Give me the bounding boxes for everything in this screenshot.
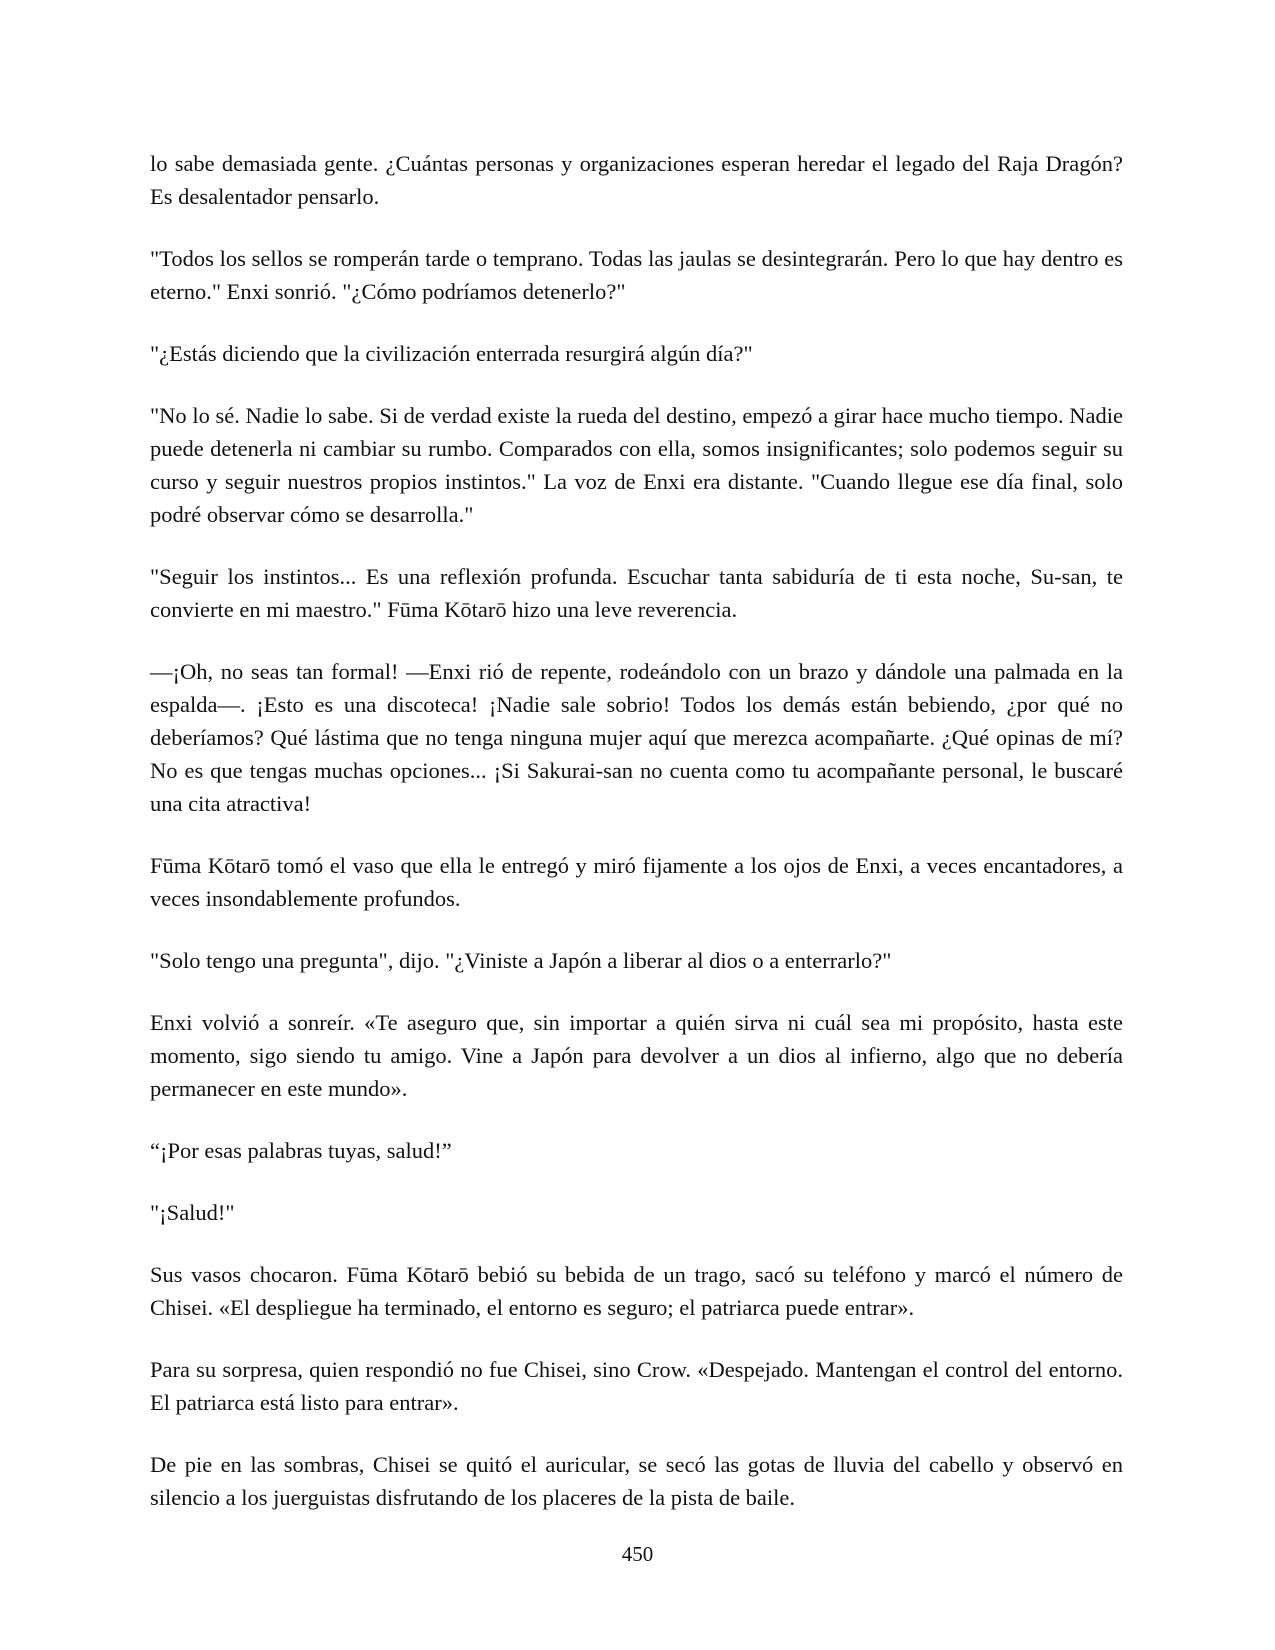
- paragraph-1: lo sabe demasiada gente. ¿Cuántas personas y organizaciones esperan heredar el legado del Raja Dragón? Es desalentador pensarlo.: [150, 151, 1123, 209]
- paragraph-2: "Todos los sellos se romperán tarde o temprano. Todas las jaulas se desintegrarán. Pero lo que hay dentro es eterno." Enxi sonrió. "¿Cómo podríamos detenerlo?": [150, 246, 1123, 304]
- paragraph-10: “¡Por esas palabras tuyas, salud!”: [150, 1138, 452, 1163]
- paragraph-11: "¡Salud!": [150, 1200, 235, 1225]
- paragraph-7: Fūma Kōtarō tomó el vaso que ella le entregó y miró fijamente a los ojos de Enxi, a veces encantadores, a veces insondablemente profundos.: [150, 853, 1123, 911]
- paragraph-13: Para su sorpresa, quien respondió no fue Chisei, sino Crow. «Despejado. Mantengan el control del entorno. El patriarca está listo para entrar».: [150, 1357, 1123, 1415]
- paragraph-3: "¿Estás diciendo que la civilización enterrada resurgirá algún día?": [150, 341, 753, 366]
- paragraph-12: Sus vasos chocaron. Fūma Kōtarō bebió su bebida de un trago, sacó su teléfono y marcó el número de Chisei. «El despliegue ha terminado, el entorno es seguro; el patriarca puede entrar».: [150, 1262, 1123, 1320]
- paragraph-14: De pie en las sombras, Chisei se quitó el auricular, se secó las gotas de lluvia del cabello y observó en silencio a los juerguistas disfrutando de los placeres de la pista de baile.: [150, 1452, 1123, 1510]
- paragraph-6: —¡Oh, no seas tan formal! —Enxi rió de repente, rodeándolo con un brazo y dándole una palmada en la espalda—. ¡Esto es una discoteca! ¡Nadie sale sobrio! Todos los demás están bebiendo, ¿por qué no deberíamos? Qué lástima que no tenga ninguna mujer aquí que merezca acompañarte. ¿Qué opinas de mí? No es que tengas muchas opciones... ¡Si Sakurai-san no cuenta como tu acompañante personal, le buscaré una cita atractiva!: [150, 659, 1123, 816]
- page-body: [150, 147, 1123, 1543]
- paragraph-5: "Seguir los instintos... Es una reflexión profunda. Escuchar tanta sabiduría de ti esta noche, Su-san, te convierte en mi maestro." Fūma Kōtarō hizo una leve reverencia.: [150, 564, 1123, 622]
- paragraph-8: "Solo tengo una pregunta", dijo. "¿Viniste a Japón a liberar al dios o a enterrarlo?": [150, 948, 892, 973]
- page-number: 450: [621, 1542, 654, 1566]
- paragraph-4: "No lo sé. Nadie lo sabe. Si de verdad existe la rueda del destino, empezó a girar hace mucho tiempo. Nadie puede detenerla ni cambiar su rumbo. Comparados con ella, somos insignificantes; solo podemos seguir su curso y seguir nuestros propios instintos." La voz de Enxi era distante. "Cuando llegue ese día final, solo podré observar cómo se desarrolla.": [150, 403, 1123, 527]
- paragraph-9: Enxi volvió a sonreír. «Te aseguro que, sin importar a quién sirva ni cuál sea mi propósito, hasta este momento, sigo siendo tu amigo. Vine a Japón para devolver a un dios al infierno, algo que no debería permanecer en este mundo».: [150, 1010, 1123, 1101]
